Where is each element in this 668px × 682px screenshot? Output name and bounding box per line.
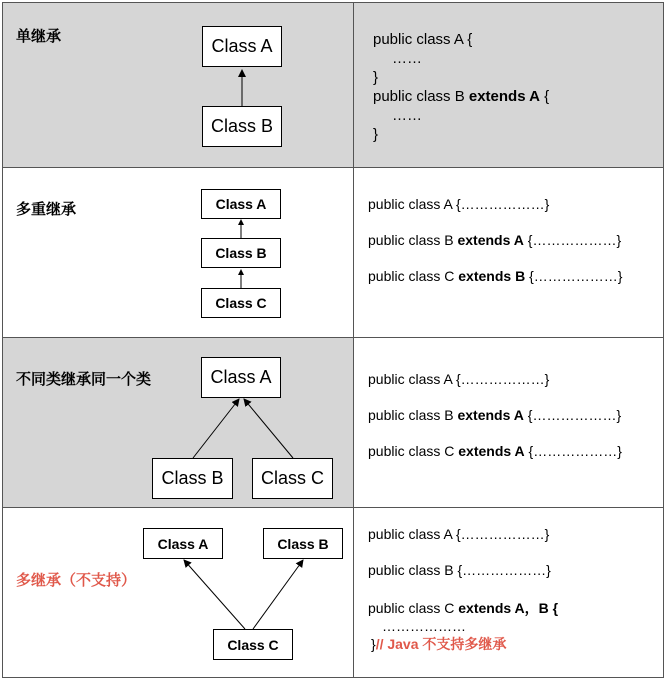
code-line: public class B extends A {………………} <box>368 232 622 248</box>
code-line: public class B {………………} <box>368 562 551 578</box>
diagram-cell <box>3 338 354 507</box>
inheritance-arrow <box>3 3 353 168</box>
class-a-box: Class A <box>143 528 223 559</box>
code-cell <box>354 508 663 677</box>
code-line: …… <box>392 107 422 124</box>
class-b-box: Class B <box>152 458 233 499</box>
inheritance-table <box>2 2 664 678</box>
class-c-box: Class C <box>213 629 293 660</box>
class-c-box: Class C <box>201 288 281 318</box>
unsupported-comment: // Java 不支持多继承 <box>375 636 507 652</box>
code-line: public class A {………………} <box>368 526 550 542</box>
code-line: public class B extends A {………………} <box>368 407 622 423</box>
class-a-box: Class A <box>201 357 281 398</box>
code-line: }// Java 不支持多继承 <box>371 636 507 652</box>
row-multiple-inheritance <box>3 508 663 677</box>
code-line: ……………… <box>382 618 466 634</box>
code-line: public class A {………………} <box>368 371 550 387</box>
code-line: public class A {………………} <box>368 196 550 212</box>
inheritance-arrows <box>3 168 353 338</box>
diagram-cell <box>3 168 354 337</box>
code-line: public class B extends A { <box>373 88 550 105</box>
row-label: 多继承（不支持） <box>16 572 137 589</box>
class-a-box: Class A <box>202 26 282 67</box>
row-multilevel-inheritance <box>3 168 663 338</box>
code-line: …… <box>392 50 422 67</box>
code-line: public class C extends A {………………} <box>368 443 622 459</box>
class-a-box: Class A <box>201 189 281 219</box>
row-hierarchical-inheritance <box>3 338 663 508</box>
code-line: } <box>373 69 379 86</box>
code-line: } <box>373 126 379 143</box>
code-line: public class C extends B {………………} <box>368 268 623 284</box>
class-c-box: Class C <box>252 458 333 499</box>
row-label: 不同类继承同一个类 <box>16 371 152 388</box>
row-label: 多重继承 <box>16 201 77 218</box>
code-cell <box>354 168 663 337</box>
diagram-cell <box>3 3 354 167</box>
class-b-box: Class B <box>202 106 282 147</box>
row-single-inheritance <box>3 3 663 168</box>
code-cell <box>354 338 663 507</box>
code-line: public class A { <box>373 31 473 48</box>
class-b-box: Class B <box>201 238 281 268</box>
row-label: 单继承 <box>16 28 62 45</box>
code-cell <box>354 3 663 167</box>
diagram-cell <box>3 508 354 677</box>
class-b-box: Class B <box>263 528 343 559</box>
code-line: public class C extends A，B { <box>368 600 559 616</box>
